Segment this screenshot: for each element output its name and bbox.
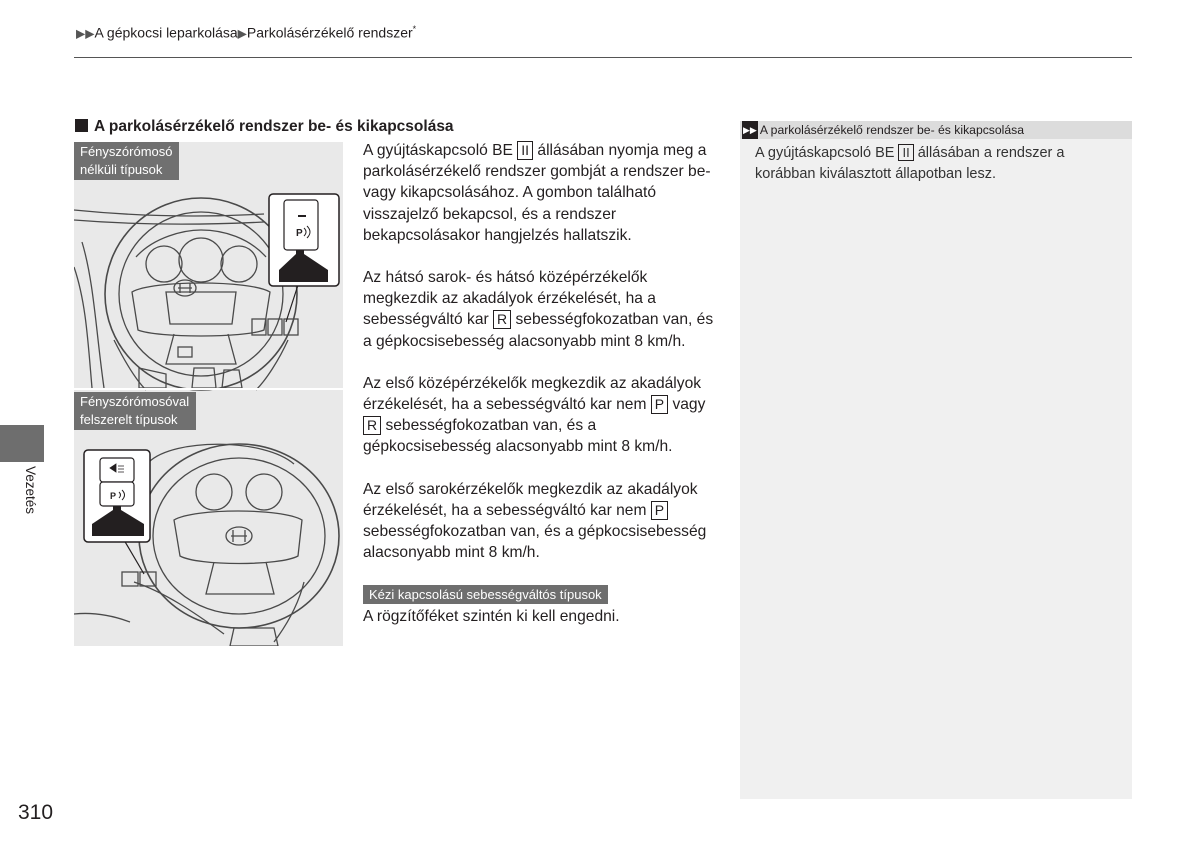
paragraph-front-center-sensors: Az első középérzékelők megkezdik az akadályok érzékelését, ha a sebességváltó kar nem P vagy R sebességfokozatban van, és a gépkocsisebesség alacsonyabb mint 8 km/h. xyxy=(363,374,706,456)
page-number: 310 xyxy=(18,801,54,824)
manual-transmission-note xyxy=(363,584,725,626)
chapter-label: Vezetés xyxy=(23,466,38,515)
lower-button-callout xyxy=(84,450,150,574)
gear-p-badge: P xyxy=(651,501,668,520)
upper-dashboard-drawing xyxy=(74,198,298,390)
square-bullet-icon xyxy=(75,119,88,132)
notes-sidebar xyxy=(740,121,1132,799)
section-title xyxy=(75,118,454,136)
paragraph-rear-sensors: Az hátsó sarok- és hátsó középérzékelők megkezdik az akadályok érzékelését, ha a sebességváltó kar R sebességfokozatban van, és a gépkocsisebesség alacsonyabb mint 8 km/h. xyxy=(363,269,714,350)
breadcrumb-item: A gépkocsi leparkolása xyxy=(94,24,238,41)
sidebar-note: A gyújtáskapcsoló BE II állásában a rendszer a korábban kiválasztott állapotban lesz. xyxy=(755,145,1065,182)
parking-button-label: P xyxy=(110,491,117,501)
manual-transmission-label: Kézi kapcsolású sebességváltós típusok xyxy=(363,585,608,604)
reference-arrow-icon: ▶▶ xyxy=(742,121,758,139)
gear-r-badge: R xyxy=(493,310,511,329)
steering-wheel-illustration xyxy=(74,142,343,646)
arrow-icon: ▶ xyxy=(237,26,247,41)
manual-transmission-text: A rögzítőféket szintén ki kell engedni. xyxy=(363,607,620,625)
header-divider xyxy=(74,57,1132,58)
sidebar-heading: ▶▶ A parkolásérzékelő rendszer be- és kikapcsolása xyxy=(740,121,1132,139)
ignition-key-badge: II xyxy=(898,144,913,161)
breadcrumb-item: Parkolásérzékelő rendszer xyxy=(246,24,413,41)
body-text xyxy=(363,140,725,627)
breadcrumb xyxy=(76,24,416,41)
gear-r-badge: R xyxy=(363,416,381,435)
ignition-key-badge: II xyxy=(517,141,533,160)
tag-with-headlight-washer: Fényszórómosóval felszerelt típusok xyxy=(74,392,196,430)
paragraph-front-corner-sensors: Az első sarokérzékelők megkezdik az akadályok érzékelését, ha a sebességváltó kar nem P sebességfokozatban van, és a gépkocsisebesség alacsonyabb mint 8 km/h. xyxy=(363,480,707,562)
upper-button-callout xyxy=(269,194,339,322)
tag-without-headlight-washer: Fényszórómosó nélküli típusok xyxy=(74,142,179,180)
parking-button-label: P xyxy=(296,228,303,239)
section-title-text: A parkolásérzékelő rendszer be- és kikapcsolása xyxy=(94,118,454,135)
gear-p-badge: P xyxy=(651,395,668,414)
double-arrow-icon: ▶▶ xyxy=(76,26,95,41)
asterisk-marker: * xyxy=(412,24,417,34)
paragraph-power-on: A gyújtáskapcsoló BE II állásában nyomja meg a parkolásérzékelő rendszer gombját a rendszer be- vagy kikapcsolásához. A gombon található visszajelző bekapcsol, és a rendszer bekapcsolásakor hangjelzés hallatszik. xyxy=(363,142,711,244)
chapter-tab[interactable] xyxy=(0,425,44,462)
